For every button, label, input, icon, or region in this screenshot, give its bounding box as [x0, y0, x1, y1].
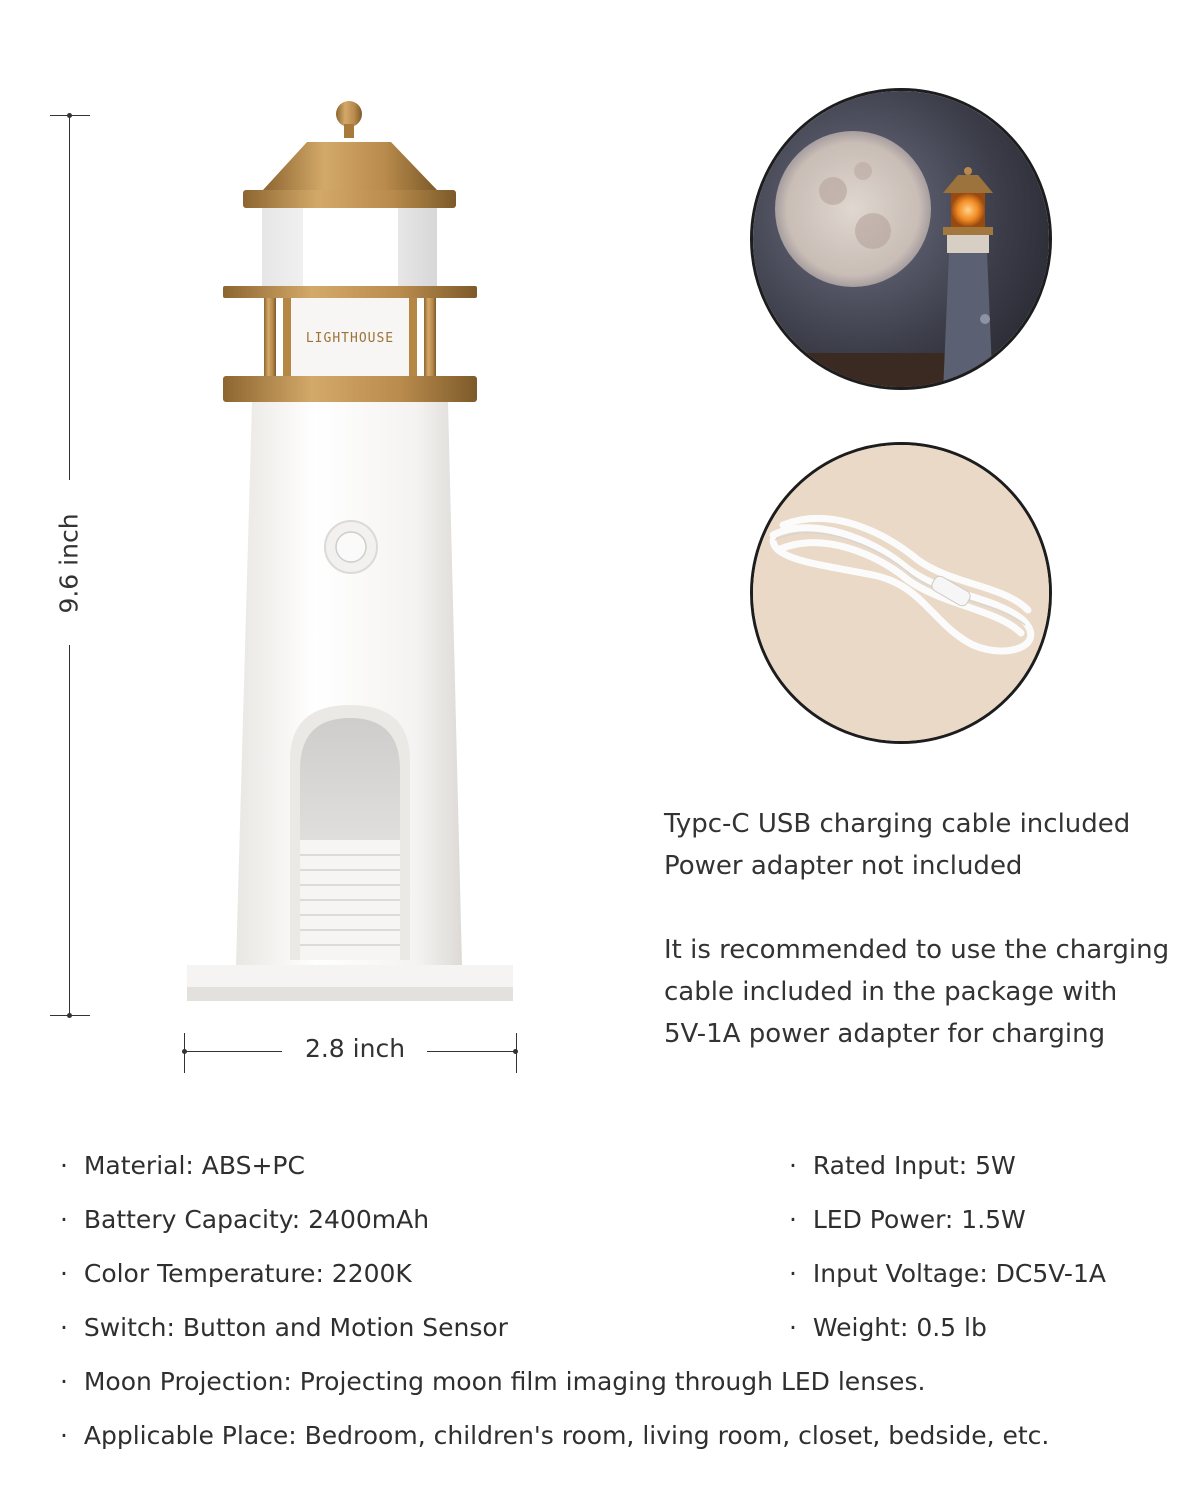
spec-switch: [60, 1313, 508, 1342]
spec-text: Color Temperature: 2200K: [83, 1259, 412, 1288]
spec-text: Input Voltage: DC5V-1A: [812, 1259, 1106, 1288]
spec-moon-projection: [60, 1367, 925, 1396]
height-line-top: [69, 115, 70, 480]
spec-input-voltage: [789, 1259, 1106, 1288]
width-line-left: [184, 1051, 282, 1052]
mini-gallery: [943, 227, 993, 235]
note-line-3: It is recommended to use the charging: [664, 935, 1170, 965]
roof-rim: [243, 190, 456, 208]
roof: [263, 142, 437, 190]
spec-text: Weight: 0.5 lb: [812, 1313, 987, 1342]
note-line-4: cable included in the package with: [664, 977, 1118, 1007]
finial-ball: [336, 101, 362, 127]
cable-notes: [664, 803, 1169, 1055]
spec-material: [60, 1151, 305, 1180]
lantern-core: [303, 208, 398, 286]
bullet: ·: [789, 1205, 797, 1234]
bullet: ·: [789, 1151, 797, 1180]
mini-button: [980, 314, 990, 324]
bullet: ·: [60, 1421, 68, 1450]
note-line-5: 5V-1A power adapter for charging: [664, 1019, 1106, 1049]
width-right-dot: [513, 1049, 518, 1054]
note-line-1: Typc-C USB charging cable included: [664, 809, 1131, 839]
usb-cable-photo: [750, 442, 1052, 744]
moon-crater: [854, 162, 872, 180]
height-line-bottom: [69, 645, 70, 1015]
gallery-post-mid-left: [283, 298, 291, 376]
spec-text: Material: ABS+PC: [83, 1151, 305, 1180]
note-line-2: Power adapter not included: [664, 851, 1023, 881]
spec-led-power: [789, 1205, 1026, 1234]
floor-shelf: [753, 353, 1052, 390]
moon-crater: [855, 213, 891, 249]
finial-stem: [344, 124, 354, 138]
bullet: ·: [60, 1367, 68, 1396]
lower-ring: [223, 376, 477, 402]
bullet: ·: [789, 1313, 797, 1342]
spec-text: Rated Input: 5W: [812, 1151, 1016, 1180]
width-line-right: [427, 1051, 516, 1052]
note-spacer: [664, 887, 1169, 929]
mini-finial: [964, 167, 972, 175]
spec-color-temperature: [60, 1259, 412, 1288]
mini-collar: [947, 235, 989, 253]
height-bottom-dot: [67, 1013, 72, 1018]
base-edge: [187, 987, 513, 1001]
bullet: ·: [789, 1259, 797, 1288]
bullet: ·: [60, 1313, 68, 1342]
spec-text: Battery Capacity: 2400mAh: [83, 1205, 430, 1234]
usb-cable-scene: [753, 445, 1052, 744]
spec-text: Moon Projection: Projecting moon film imaging through LED lenses.: [83, 1367, 926, 1396]
moon-crater: [819, 177, 847, 205]
bullet: ·: [60, 1259, 68, 1288]
lighthouse-label: LIGHTHOUSE: [305, 331, 395, 346]
height-label: 9.6 inch: [54, 513, 84, 614]
moon-projection-scene: [753, 91, 1052, 390]
lighthouse-image: [175, 95, 525, 1010]
spec-battery: [60, 1205, 429, 1234]
spec-rated-input: [789, 1151, 1016, 1180]
bullet: ·: [60, 1205, 68, 1234]
moon-image: [775, 131, 931, 287]
spec-text: Applicable Place: Bedroom, children's room, living room, closet, bedside, etc.: [83, 1421, 1050, 1450]
mini-lantern: [951, 193, 985, 227]
base-top: [187, 965, 513, 987]
moon-projection-photo: [750, 88, 1052, 390]
gallery-post-mid-right: [409, 298, 417, 376]
gallery-post-right: [424, 298, 436, 376]
spec-text: Switch: Button and Motion Sensor: [83, 1313, 508, 1342]
gallery-ring: [223, 286, 477, 298]
spec-text: LED Power: 1.5W: [812, 1205, 1026, 1234]
spec-applicable-place: [60, 1421, 1049, 1450]
gallery-post-left: [264, 298, 276, 376]
motion-sensor-lens: [336, 532, 366, 562]
bullet: ·: [60, 1151, 68, 1180]
width-label: 2.8 inch: [304, 1034, 406, 1063]
spec-weight: [789, 1313, 987, 1342]
